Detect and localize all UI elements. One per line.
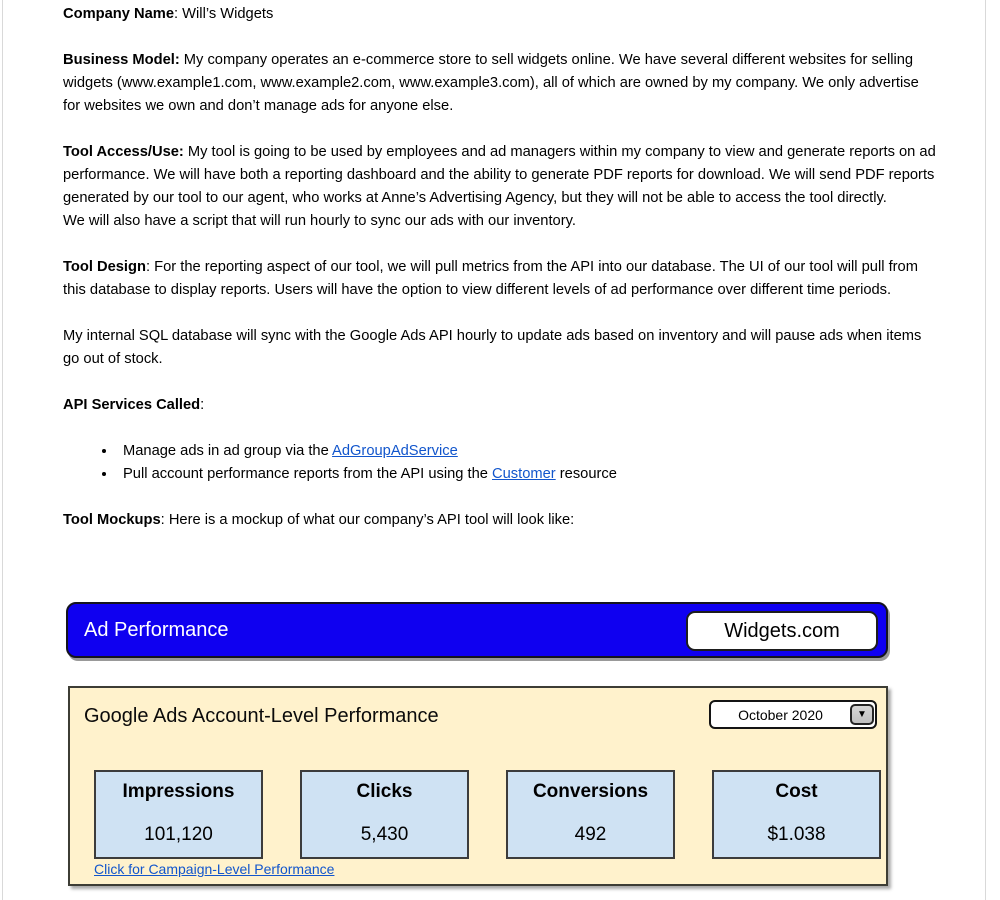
- body-text: resource: [555, 466, 617, 482]
- account-performance-panel: [68, 686, 888, 886]
- panel-title: Google Ads Account-Level Performance: [84, 705, 439, 727]
- metric-value: 5,430: [360, 824, 409, 845]
- bold-text: API Services Called: [63, 397, 201, 413]
- paragraph: [63, 509, 937, 532]
- body-text: Manage ads in ad group via the: [123, 443, 333, 459]
- text-link[interactable]: Customer: [492, 466, 556, 482]
- body-text: : For the reporting aspect of our tool, we will pull metrics from the API into our database. The UI of our tool will pull from this database to display reports. Users will have the option to view different levels of ad performance over different time periods.: [63, 259, 918, 298]
- metric-value: $1.038: [767, 824, 826, 845]
- body-text: We will also have a script that will run hourly to sync our ads with our inventory.: [63, 213, 576, 229]
- text-link[interactable]: AdGroupAdService: [332, 443, 458, 459]
- metric-label: Impressions: [122, 781, 235, 802]
- bold-text: Business Model:: [63, 52, 180, 68]
- body-text: My internal SQL database will sync with the Google Ads API hourly to update ads based on inventory and will pause ads when items go out of stock.: [63, 328, 922, 367]
- bold-text: Tool Access/Use:: [63, 144, 184, 160]
- campaign-level-link[interactable]: Click for Campaign-Level Performance: [94, 861, 335, 877]
- paragraph: [63, 49, 937, 118]
- paragraph: [63, 256, 937, 302]
- bullet-item: [117, 463, 937, 486]
- month-dropdown-value: October 2020: [738, 706, 823, 723]
- body-text: My tool is going to be used by employees and ad managers within my company to view and generate reports on ad performance. We will have both a reporting dashboard and the ability to generate PDF reports for download. We will send PDF reports generated by our tool to our agent, who works at Anne’s Advertising Agency, but they will not be able to access the tool directly.: [63, 144, 936, 206]
- mockup-header-title: Ad Performance: [84, 618, 229, 641]
- mockup-header-bar: [66, 602, 888, 658]
- metric-value: 492: [574, 824, 607, 845]
- paragraph: [63, 3, 937, 26]
- bold-text: Tool Design: [63, 259, 146, 275]
- paragraph: [63, 141, 937, 233]
- paragraph: [63, 394, 937, 417]
- metric-label: Conversions: [532, 781, 649, 802]
- bold-text: Tool Mockups: [63, 512, 161, 528]
- metric-label: Clicks: [356, 781, 413, 802]
- metric-label: Cost: [775, 781, 818, 802]
- body-text: : Will’s Widgets: [174, 6, 274, 22]
- document-page: [2, 0, 986, 900]
- metric-cards-row: [94, 770, 881, 859]
- paragraph: [63, 325, 937, 371]
- metric-card-conversions: [506, 770, 675, 859]
- chevron-down-icon[interactable]: ▼: [850, 704, 874, 725]
- metric-value: 101,120: [144, 824, 213, 845]
- month-dropdown[interactable]: [709, 700, 877, 729]
- body-text: My company operates an e-commerce store to sell widgets online. We have several different websites for selling widgets (www.example1.com, www.example2.com, www.example3.com), all of which are owned by my company. We only advertise for websites we own and don’t manage ads for anyone else.: [63, 52, 919, 114]
- domain-selector-button[interactable]: Widgets.com: [686, 611, 878, 651]
- body-text: :: [200, 397, 205, 413]
- bold-text: Company Name: [63, 6, 175, 22]
- bullet-item: [117, 440, 937, 463]
- document-body: [3, 0, 985, 555]
- body-text: : Here is a mockup of what our company’s API tool will look like:: [160, 512, 575, 528]
- bullet-list: [63, 440, 937, 486]
- metric-card-clicks: [300, 770, 469, 859]
- metric-card-cost: [712, 770, 881, 859]
- metric-card-impressions: [94, 770, 263, 859]
- body-text: Pull account performance reports from the API using the: [123, 466, 493, 482]
